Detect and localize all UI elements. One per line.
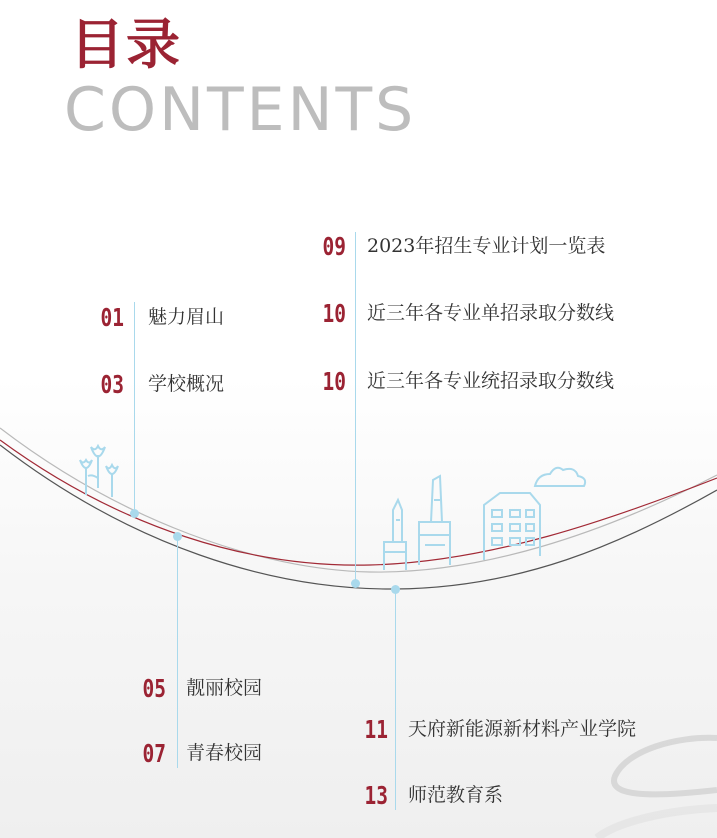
page-number: 07 xyxy=(142,738,166,768)
cloud-icon xyxy=(535,468,585,486)
toc-item-label: 近三年各专业单招录取分数线 xyxy=(367,301,615,324)
toc-item-label: 靓丽校园 xyxy=(186,676,263,699)
connector-dot-09 xyxy=(351,579,360,588)
toc-item-10b[interactable] xyxy=(306,366,614,396)
page-number: 09 xyxy=(322,231,346,261)
page-number: 10 xyxy=(322,366,346,396)
connector-dot-01 xyxy=(130,509,139,518)
toc-item-09[interactable] xyxy=(306,231,605,261)
toc-item-label: 近三年各专业统招录取分数线 xyxy=(367,369,615,392)
connector-line-11 xyxy=(395,590,396,810)
connector-line-09 xyxy=(355,232,356,584)
page-number: 01 xyxy=(100,302,124,332)
toc-item-label: 青春校园 xyxy=(186,741,263,764)
tulip-icon xyxy=(80,446,118,497)
toc-item-03[interactable] xyxy=(84,369,224,399)
toc-item-label: 学校概况 xyxy=(148,372,225,395)
page-number: 13 xyxy=(364,780,388,810)
toc-item-01[interactable] xyxy=(84,302,224,332)
toc-item-07[interactable] xyxy=(126,738,262,768)
toc-item-label: 2023年招生专业计划一览表 xyxy=(367,234,606,257)
connector-line-05 xyxy=(177,537,178,768)
toc-item-05[interactable] xyxy=(126,673,262,703)
toc-item-13[interactable] xyxy=(348,780,503,810)
toc-item-label: 师范教育系 xyxy=(408,783,504,806)
connector-dot-11 xyxy=(391,585,400,594)
page-number: 03 xyxy=(100,369,124,399)
connector-dot-05 xyxy=(173,532,182,541)
page-number: 11 xyxy=(364,714,388,744)
toc-item-label: 天府新能源新材料产业学院 xyxy=(408,717,637,740)
page-number: 10 xyxy=(322,298,346,328)
toc-item-11[interactable] xyxy=(348,714,636,744)
page-number: 05 xyxy=(142,673,166,703)
toc-item-10a[interactable] xyxy=(306,298,614,328)
page-title: 目录 xyxy=(70,13,182,76)
page-subtitle: CONTENTS xyxy=(64,75,417,145)
crane-icon xyxy=(384,476,450,570)
toc-item-label: 魅力眉山 xyxy=(148,305,225,328)
connector-line-01 xyxy=(134,302,135,514)
